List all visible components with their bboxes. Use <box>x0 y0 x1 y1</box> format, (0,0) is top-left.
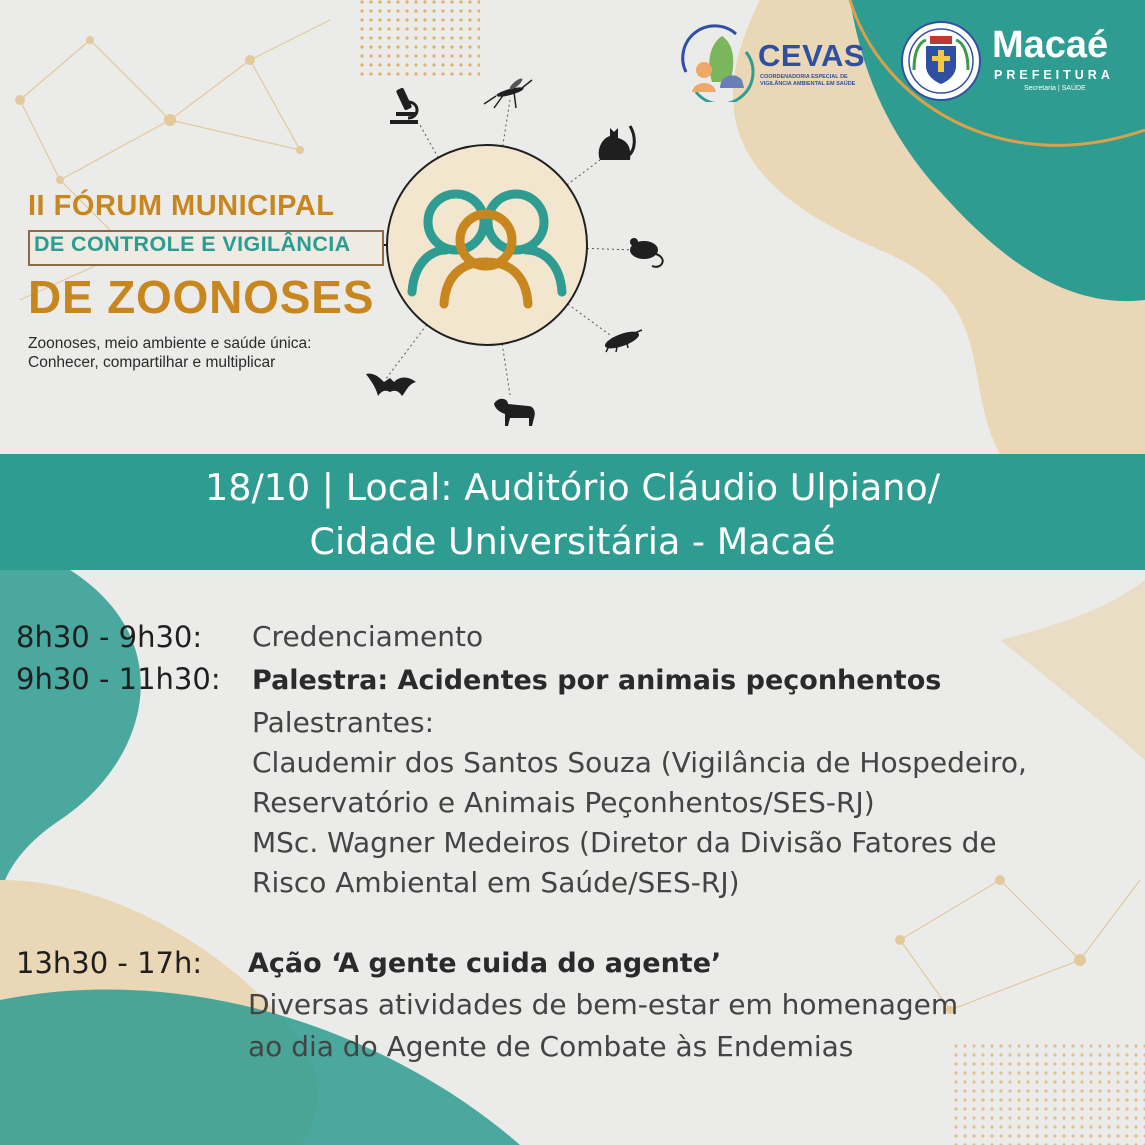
forum-title-line1: II FÓRUM MUNICIPAL <box>28 190 335 222</box>
macae-name: Macaé <box>992 24 1109 66</box>
forum-tagline <box>28 334 311 372</box>
banner-line2: Cidade Universitária - Macaé <box>309 520 836 563</box>
schedule-line: Claudemir dos Santos Souza (Vigilância de Hospedeiro, <box>252 746 1027 779</box>
cat-icon <box>599 126 635 160</box>
dog-icon <box>494 399 535 426</box>
forum-tagline-line1: Zoonoses, meio ambiente e saúde única: <box>28 335 312 352</box>
insect-icon <box>603 328 642 352</box>
schedule-line: Diversas atividades de bem-estar em homenagem <box>248 988 959 1021</box>
schedule-time: 13h30 - 17h: <box>16 946 203 980</box>
forum-tagline-line2: Conhecer, compartilhar e multiplicar <box>28 354 276 371</box>
schedule-line: ao dia do Agente de Combate às Endemias <box>248 1030 854 1063</box>
cevas-name: CEVAS <box>758 38 866 73</box>
macae-seal-icon <box>900 20 982 102</box>
schedule-line: MSc. Wagner Medeiros (Diretor da Divisão Fatores de <box>252 826 997 859</box>
microscope-icon <box>390 87 418 124</box>
cevas-emblem-icon <box>676 22 756 102</box>
schedule-time: 9h30 - 11h30: <box>16 662 221 696</box>
schedule-title: Palestra: Acidentes por animais peçonhentos <box>252 665 942 696</box>
cevas-logo <box>676 22 876 102</box>
schedule-time: 8h30 - 9h30: <box>16 620 203 654</box>
banner-line1: 18/10 | Local: Auditório Cláudio Ulpiano/ <box>205 466 940 509</box>
schedule-line: Risco Ambiental em Saúde/SES-RJ) <box>252 866 740 899</box>
macae-department: Secretaria | SAÚDE <box>1024 85 1086 92</box>
rat-icon <box>630 238 663 267</box>
macae-subtitle: PREFEITURA <box>994 68 1114 82</box>
schedule-title: Ação ‘A gente cuida do agente’ <box>248 948 722 979</box>
schedule-title: Credenciamento <box>252 620 484 653</box>
forum-title-line3: DE ZOONOSES <box>28 271 375 323</box>
mosquito-icon <box>484 77 532 108</box>
forum-title-line2: DE CONTROLE E VIGILÂNCIA <box>34 232 351 256</box>
cevas-subtitle: COORDENADORIA ESPECIAL DE VIGILÂNCIA AMBIENTAL EM SAÚDE <box>760 74 856 87</box>
schedule-line: Palestrantes: <box>252 706 434 739</box>
schedule-line: Reservatório e Animais Peçonhentos/SES-RJ) <box>252 786 875 819</box>
bat-icon <box>366 374 416 396</box>
macae-logo <box>900 24 1130 104</box>
